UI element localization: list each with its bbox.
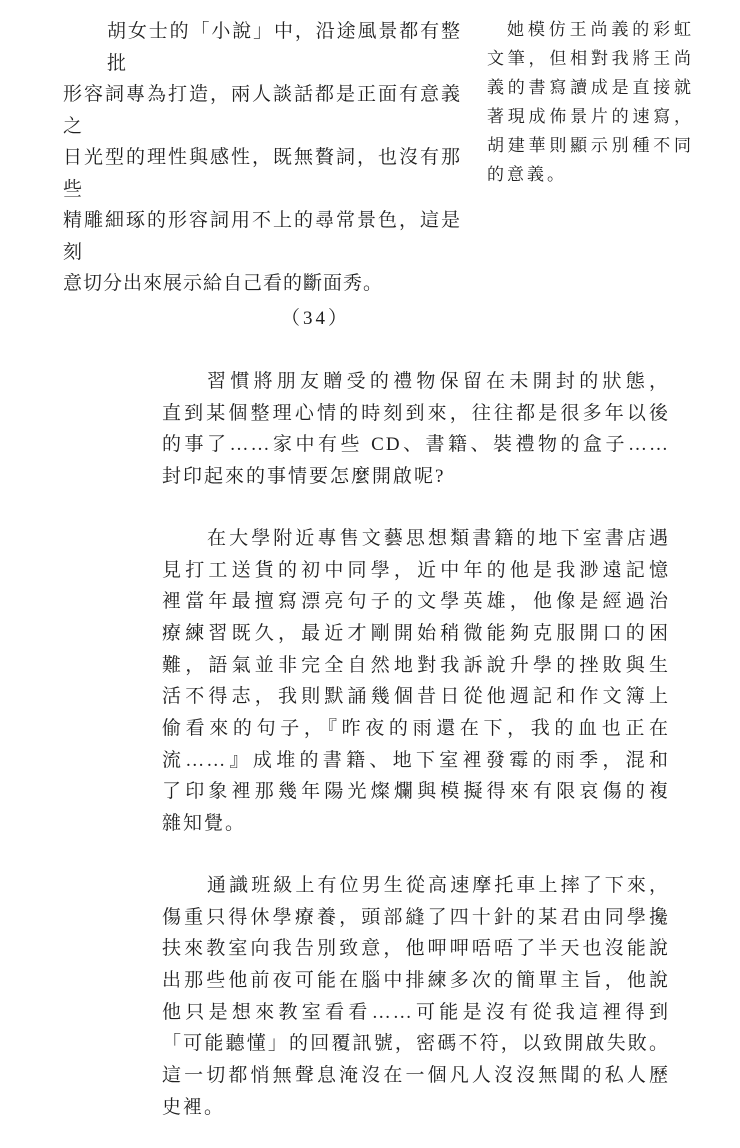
text-line: 史裡。 xyxy=(162,1096,226,1118)
text-line: 難，語氣並非完全自然地對我訴說升學的挫敗與生 xyxy=(162,654,670,676)
text-line: 的事了……家中有些 CD、書籍、裝禮物的盒子…… xyxy=(162,434,670,456)
paragraph xyxy=(162,523,670,840)
text-line: 習慣將朋友贈受的禮物保留在未開封的狀態， xyxy=(207,371,670,392)
paragraph xyxy=(162,870,670,1124)
text-line: 日光型的理性與感性，既無贅詞，也沒有那些 xyxy=(63,147,461,200)
top-right-paragraph xyxy=(487,15,694,189)
text-line: 她模仿王尚義的彩虹 xyxy=(507,20,694,39)
text-line: 在大學附近專售文藝思想類書籍的地下室書店遇 xyxy=(207,527,670,549)
text-line: 扶來教室向我告別致意，他呷呷唔唔了半天也沒能說 xyxy=(162,938,670,960)
main-text-block xyxy=(162,366,670,1123)
text-line: 封印起來的事情要怎麼開啟呢? xyxy=(162,466,446,488)
text-line: 偷看來的句子，『昨夜的雨還在下，我的血也正在 xyxy=(162,718,670,740)
text-line: 胡建華則顯示別種不同 xyxy=(487,136,694,155)
text-line: 文筆，但相對我將王尚 xyxy=(487,49,694,68)
top-left-paragraph xyxy=(63,16,461,300)
text-line: 著現成佈景片的速寫， xyxy=(487,107,694,126)
text-line: 了印象裡那幾年陽光燦爛與模擬得來有限哀傷的複 xyxy=(162,781,670,803)
section-number: （34） xyxy=(281,308,351,329)
text-line: 精雕細琢的形容詞用不上的尋常景色，這是刻 xyxy=(63,210,461,263)
text-line: 意切分出來展示給自己看的斷面秀。 xyxy=(63,273,384,294)
text-line: 胡女士的「小說」中，沿途風景都有整批 xyxy=(107,21,461,74)
text-line: 雜知覺。 xyxy=(162,813,247,835)
text-line: 「可能聽懂」的回覆訊號，密碼不符，以致開啟失敗。 xyxy=(162,1033,670,1055)
text-line: 出那些他前夜可能在腦中排練多次的簡單主旨，他說 xyxy=(162,969,670,991)
text-line: 通識班級上有位男生從高速摩托車上摔了下來， xyxy=(207,874,670,896)
text-line: 的意義。 xyxy=(487,165,567,184)
text-line: 見打工送貨的初中同學，近中年的他是我渺遠記憶 xyxy=(162,559,670,581)
text-line: 流……』成堆的書籍、地下室裡發霉的雨季，混和 xyxy=(162,749,670,771)
text-line: 傷重只得休學療養，頭部縫了四十針的某君由同學攙 xyxy=(162,906,670,928)
text-line: 這一切都悄無聲息淹沒在一個凡人沒沒無聞的私人歷 xyxy=(162,1065,670,1087)
text-line: 療練習既久，最近才剛開始稍微能夠克服開口的困 xyxy=(162,622,670,644)
text-line: 直到某個整理心情的時刻到來，往往都是很多年以後 xyxy=(162,402,670,424)
text-line: 形容詞專為打造，兩人談話都是正面有意義之 xyxy=(63,84,461,137)
text-line: 他只是想來教室看看……可能是沒有從我這裡得到 xyxy=(162,1001,670,1023)
text-line: 義的書寫讀成是直接就 xyxy=(487,78,694,97)
text-line: 裡當年最擅寫漂亮句子的文學英雄，他像是經過治 xyxy=(162,591,670,613)
paragraph xyxy=(162,366,670,493)
text-line: 活不得志，我則默誦幾個昔日從他週記和作文簿上 xyxy=(162,686,670,708)
